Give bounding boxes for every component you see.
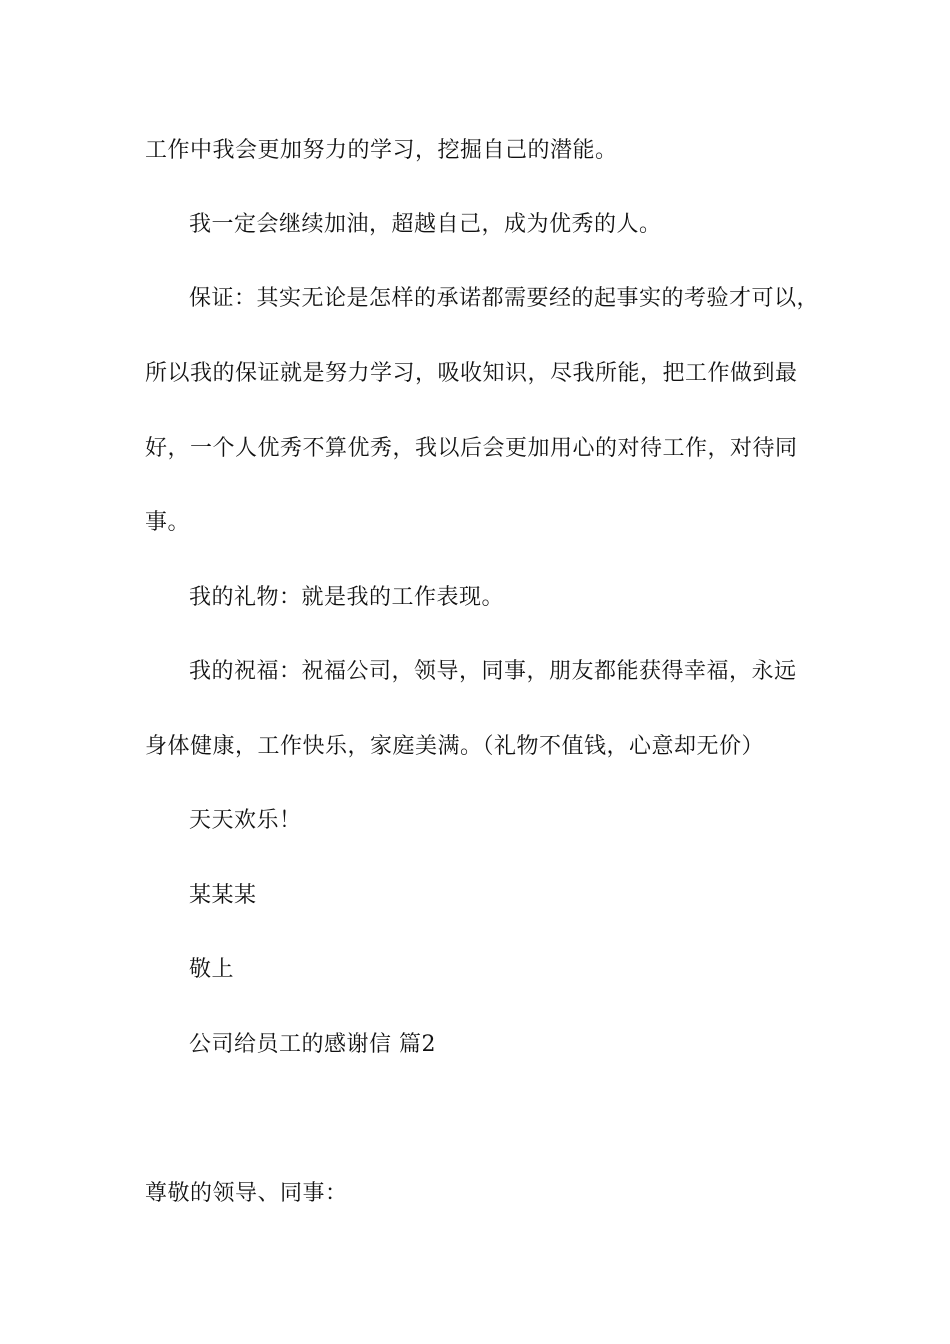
paragraph-line: 保证：其实无论是怎样的承诺都需要经的起事实的考验才可以，	[189, 286, 820, 311]
greeting-line: 尊敬的领导、同事：	[145, 1181, 348, 1206]
paragraph-line: 我一定会继续加油，超越自己，成为优秀的人。	[189, 212, 662, 237]
paragraph-line: 事。	[145, 510, 191, 535]
section-heading: 公司给员工的感谢信 篇2	[189, 1032, 436, 1057]
paragraph-line: 我的礼物：就是我的工作表现。	[189, 585, 505, 610]
paragraph-line: 好，一个人优秀不算优秀，我以后会更加用心的对待工作，对待同	[145, 436, 798, 461]
paragraph-line: 工作中我会更加努力的学习，挖掘自己的潜能。	[145, 138, 618, 163]
signature-salutation: 敬上	[189, 957, 235, 982]
closing-line: 天天欢乐！	[189, 808, 302, 833]
signature-name: 某某某	[189, 883, 257, 908]
paragraph-line: 我的祝福：祝福公司，领导，同事，朋友都能获得幸福，永远	[189, 659, 797, 684]
paragraph-line: 所以我的保证就是努力学习，吸收知识，尽我所能，把工作做到最	[145, 361, 798, 386]
paragraph-line: 身体健康，工作快乐，家庭美满。（礼物不值钱，心意却无价）	[145, 734, 765, 759]
